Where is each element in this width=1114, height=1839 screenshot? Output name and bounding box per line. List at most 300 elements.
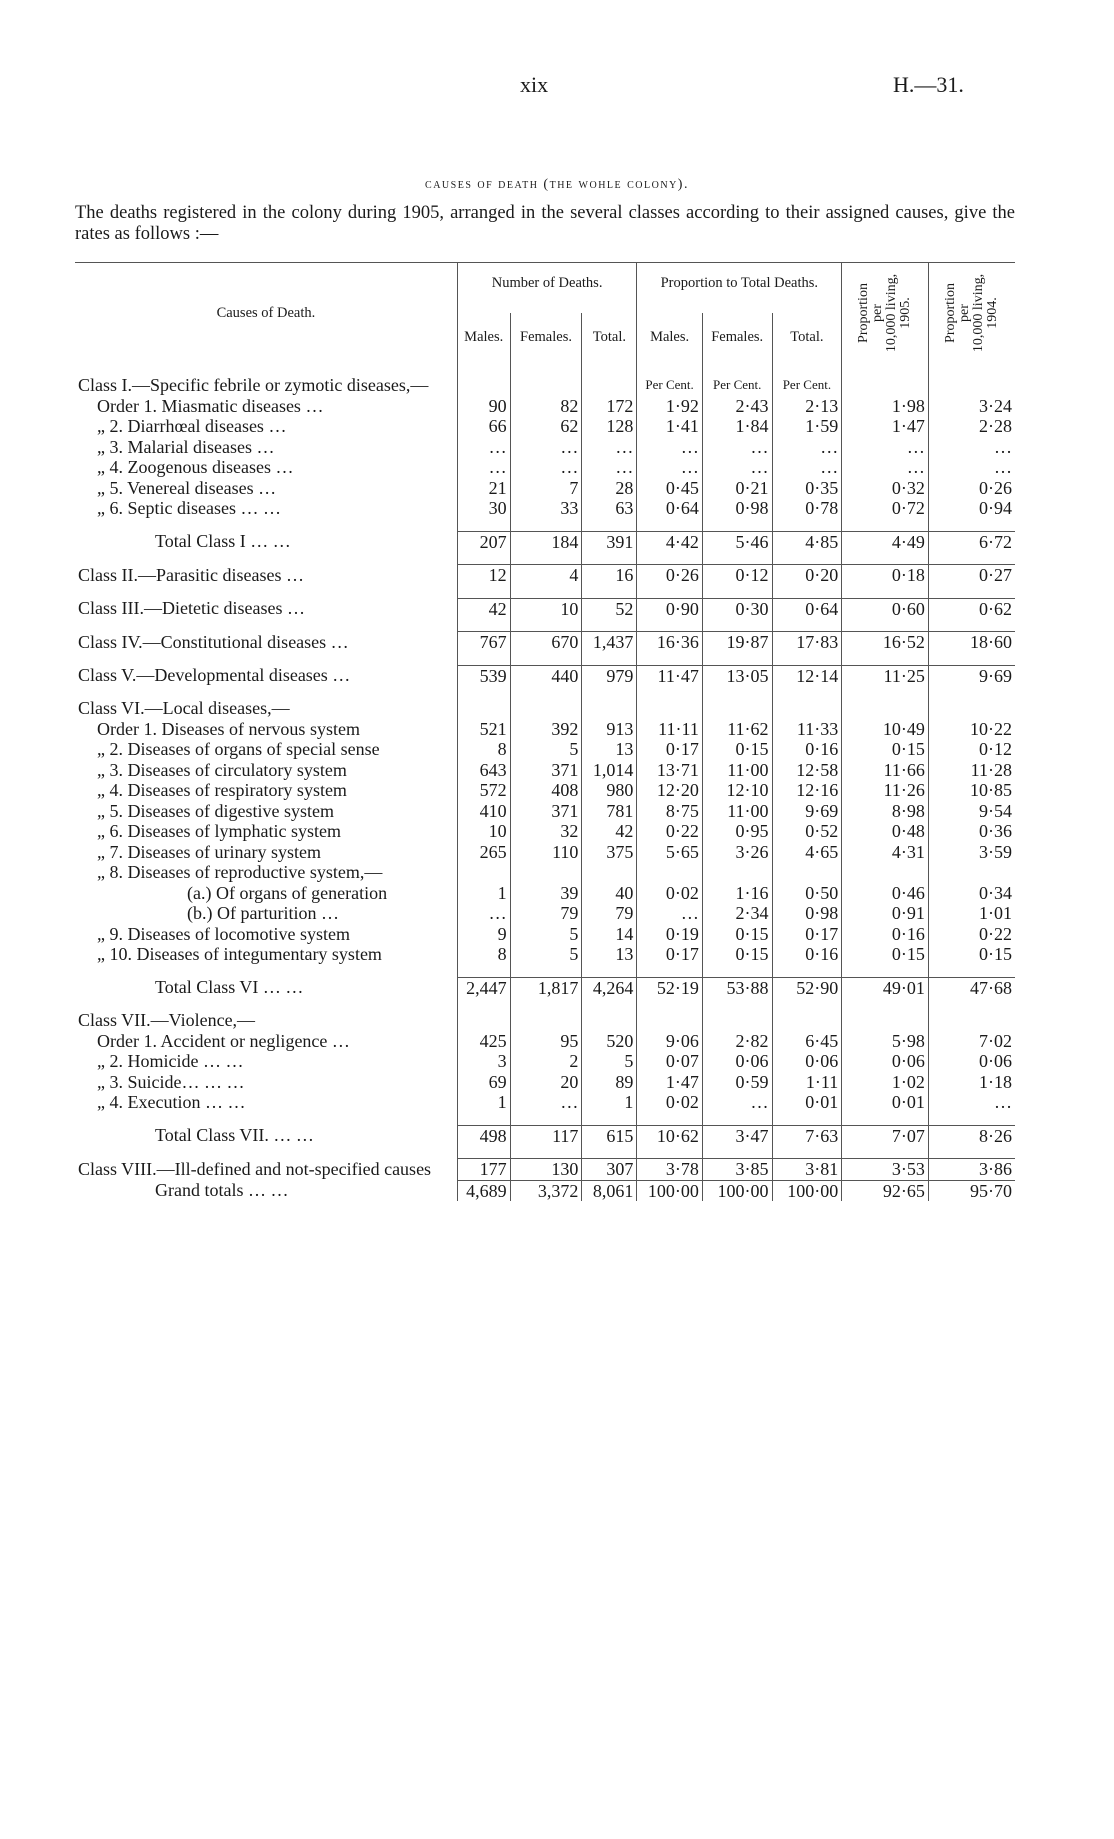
cell-prop-females: 1·16 <box>702 883 772 904</box>
row-spacer <box>75 552 1015 565</box>
cell-prop-total: 0·20 <box>772 565 842 586</box>
cell-males: 521 <box>457 719 510 740</box>
cell-prop-total <box>772 862 842 883</box>
cell-females: … <box>510 457 582 478</box>
cause-label: Total Class VI … … <box>75 977 457 998</box>
cell-prop-females <box>702 1010 772 1031</box>
cause-label: Class III.—Dietetic diseases … <box>75 598 457 619</box>
table-row <box>75 632 1015 653</box>
cell-prop-females: 0·06 <box>702 1051 772 1072</box>
header-number-of-deaths: Number of Deaths. <box>457 263 637 314</box>
cell-females: 62 <box>510 416 582 437</box>
cell-per-10000-1905 <box>842 375 929 396</box>
cell-total: 13 <box>582 739 637 760</box>
cell-total: 615 <box>582 1125 637 1146</box>
cell-prop-males: 16·36 <box>637 632 702 653</box>
cell-prop-total: 3·81 <box>772 1159 842 1181</box>
cell-males: 265 <box>457 842 510 863</box>
cell-prop-females: 11·00 <box>702 801 772 822</box>
cell-males: 12 <box>457 565 510 586</box>
cause-label: Class V.—Developmental diseases … <box>75 665 457 686</box>
row-spacer <box>75 1146 1015 1159</box>
header-females: Females. <box>510 313 582 363</box>
cause-label: Class IV.—Constitutional diseases … <box>75 632 457 653</box>
cell-prop-total <box>772 698 842 719</box>
cell-total: 913 <box>582 719 637 740</box>
cell-per-10000-1905: … <box>842 437 929 458</box>
cell-prop-females: 13·05 <box>702 665 772 686</box>
cell-prop-females: 0·59 <box>702 1072 772 1093</box>
cell-prop-total: 12·14 <box>772 665 842 686</box>
table-row <box>75 498 1015 519</box>
table-row <box>75 862 1015 883</box>
cell-males <box>457 862 510 883</box>
cell-total: 89 <box>582 1072 637 1093</box>
cell-per-10000-1904: 0·62 <box>928 598 1015 619</box>
cell-per-10000-1905: 1·47 <box>842 416 929 437</box>
table-row <box>75 801 1015 822</box>
cell-prop-males: 5·65 <box>637 842 702 863</box>
cell-females: … <box>510 437 582 458</box>
cell-prop-total: 52·90 <box>772 977 842 998</box>
cell-per-10000-1904: … <box>994 436 1012 457</box>
cell-prop-males: 52·19 <box>637 977 702 998</box>
table-row <box>75 457 1015 478</box>
cell-prop-total: 100·00 <box>772 1180 842 1201</box>
table-row <box>75 1092 1015 1113</box>
cell-females: 184 <box>510 531 582 552</box>
cell-prop-females: 0·12 <box>702 565 772 586</box>
table-body <box>75 363 1015 1201</box>
cell-prop-females <box>702 862 772 883</box>
cell-females <box>510 375 582 396</box>
cell-per-10000-1905: 3·53 <box>842 1159 929 1181</box>
cell-prop-females: … <box>702 457 772 478</box>
cell-females: 130 <box>510 1159 582 1181</box>
cause-label: (a.) Of organs of generation <box>75 883 457 904</box>
document-reference: H.—31. <box>893 72 964 97</box>
cell-prop-females <box>702 698 772 719</box>
table-row <box>75 760 1015 781</box>
cell-per-10000-1905: 92·65 <box>842 1180 929 1201</box>
cell-total: 79 <box>582 903 637 924</box>
cell-prop-total: 9·69 <box>772 801 842 822</box>
cell-prop-females: 0·95 <box>702 821 772 842</box>
cell-females: 33 <box>510 498 582 519</box>
cell-per-10000-1905: 0·15 <box>842 739 929 760</box>
table-row <box>75 531 1015 552</box>
cell-per-10000-1904: 1·01 <box>979 903 1012 923</box>
cell-prop-males: 1·47 <box>637 1072 702 1093</box>
cell-males: 425 <box>457 1031 510 1052</box>
table-row <box>75 1072 1015 1093</box>
table-row <box>75 821 1015 842</box>
cause-label: „ 4. Zoogenous diseases … <box>75 457 457 478</box>
cell-per-10000-1904: 0·36 <box>979 821 1012 841</box>
cell-per-10000-1905: 4·49 <box>842 531 929 552</box>
cell-prop-males: 0·07 <box>637 1051 702 1072</box>
cell-prop-males: 0·17 <box>637 944 702 965</box>
cell-females: 82 <box>510 396 582 417</box>
cell-females: 110 <box>510 842 582 863</box>
intro-paragraph: The deaths registered in the colony during 1905, arranged in the several classes according to their assigned causes, give the rates as follows :— <box>75 203 1015 244</box>
cell-females: 5 <box>510 944 582 965</box>
cell-total: 8,061 <box>582 1180 637 1201</box>
cell-per-10000-1904 <box>928 698 1015 719</box>
cell-total: 40 <box>582 883 637 904</box>
cell-prop-males: 0·64 <box>637 498 702 519</box>
cell-per-10000-1904 <box>928 1010 1015 1031</box>
cell-prop-males: 0·02 <box>637 883 702 904</box>
cell-males: 498 <box>457 1125 510 1146</box>
cell-total: 13 <box>582 944 637 965</box>
cell-males: 410 <box>457 801 510 822</box>
cell-per-10000-1904: … <box>994 457 1012 477</box>
cell-per-10000-1905: 4·31 <box>842 842 929 863</box>
cell-total: 1,437 <box>582 632 637 653</box>
cell-prop-total: 1·11 <box>772 1072 842 1093</box>
cell-per-10000-1904: … <box>994 1092 1012 1112</box>
cell-prop-females: 2·82 <box>702 1031 772 1052</box>
table-row <box>75 565 1015 586</box>
cell-females <box>510 1010 582 1031</box>
header-total: Total. <box>582 313 637 363</box>
cell-total: 42 <box>582 821 637 842</box>
cell-males: 767 <box>457 632 510 653</box>
row-spacer <box>75 363 1015 375</box>
cause-label: Class I.—Specific febrile or zymotic diseases,— <box>75 375 457 396</box>
cell-total: 980 <box>582 780 637 801</box>
cell-total: 128 <box>582 416 637 437</box>
cell-prop-total: 12·16 <box>772 780 842 801</box>
table-row <box>75 1031 1015 1052</box>
cell-prop-males: 11·47 <box>637 665 702 686</box>
cell-prop-total: 0·16 <box>772 739 842 760</box>
header-prop-females: Females. <box>702 313 772 363</box>
cell-per-10000-1904: 7·02 <box>979 1030 1012 1051</box>
cell-males <box>457 1010 510 1031</box>
cell-per-10000-1905: 8·98 <box>842 801 929 822</box>
header-causes: Causes of Death. <box>75 263 457 364</box>
cell-males: 9 <box>457 924 510 945</box>
cell-females: 39 <box>510 883 582 904</box>
cell-prop-total: 11·33 <box>772 719 842 740</box>
cell-prop-males: 0·26 <box>637 565 702 586</box>
cell-females: 79 <box>510 903 582 924</box>
cause-label: Class II.—Parasitic diseases … <box>75 565 457 586</box>
cause-label: „ 2. Diseases of organs of special sense <box>75 739 457 760</box>
cause-label: „ 2. Homicide … … <box>75 1051 457 1072</box>
cell-females: 371 <box>510 801 582 822</box>
table-row <box>75 1125 1015 1146</box>
cell-total: 63 <box>582 498 637 519</box>
cause-label: „ 2. Diarrhœal diseases … <box>75 416 457 437</box>
cell-prop-males: 1·41 <box>637 416 702 437</box>
cell-per-10000-1905: 0·06 <box>842 1051 929 1072</box>
cell-prop-females: 0·21 <box>702 478 772 499</box>
cell-total: 781 <box>582 801 637 822</box>
table-row <box>75 1051 1015 1072</box>
cause-label: „ 3. Malarial diseases … <box>75 437 457 458</box>
cell-per-10000-1904: 10·85 <box>970 780 1012 800</box>
cell-prop-females: 11·62 <box>702 719 772 740</box>
table-row <box>75 478 1015 499</box>
cell-females: 95 <box>510 1031 582 1052</box>
cell-prop-total: 0·06 <box>772 1051 842 1072</box>
cell-per-10000-1904 <box>928 862 1015 883</box>
row-spacer <box>75 519 1015 532</box>
table-row <box>75 944 1015 965</box>
cell-total: 1,014 <box>582 760 637 781</box>
cell-total: 391 <box>582 531 637 552</box>
cell-males: 1 <box>457 883 510 904</box>
cell-per-10000-1905: 0·15 <box>842 944 929 965</box>
row-spacer <box>75 686 1015 698</box>
table-row <box>75 780 1015 801</box>
cell-per-10000-1904: 3·24 <box>979 395 1012 416</box>
cause-label: Class VI.—Local diseases,— <box>75 698 457 719</box>
cell-males: 539 <box>457 665 510 686</box>
table-row <box>75 883 1015 904</box>
cell-females <box>510 698 582 719</box>
cell-prop-females: 3·47 <box>702 1125 772 1146</box>
cell-per-10000-1905: 0·91 <box>842 903 929 924</box>
cell-prop-total: 1·59 <box>772 416 842 437</box>
cell-per-10000-1904: 0·06 <box>979 1051 1012 1071</box>
cell-total: 14 <box>582 924 637 945</box>
cell-per-10000-1905: 0·32 <box>842 478 929 499</box>
cell-per-10000-1904: 0·27 <box>928 565 1015 586</box>
cause-label: „ 10. Diseases of integumentary system <box>75 944 457 965</box>
cell-per-10000-1904: 0·34 <box>979 882 1012 903</box>
cell-per-10000-1905: 49·01 <box>842 977 929 998</box>
cause-label: „ 4. Execution … … <box>75 1092 457 1113</box>
cell-males: … <box>457 437 510 458</box>
table-row <box>75 1180 1015 1201</box>
cause-label: „ 5. Venereal diseases … <box>75 478 457 499</box>
cell-per-10000-1904: 9·54 <box>979 800 1012 821</box>
cell-per-10000-1905: 0·01 <box>842 1092 929 1113</box>
cause-label: „ 6. Diseases of lymphatic system <box>75 821 457 842</box>
cell-males: 90 <box>457 396 510 417</box>
cell-prop-males: 100·00 <box>637 1180 702 1201</box>
cell-females: 371 <box>510 760 582 781</box>
cell-per-10000-1905: 11·26 <box>842 780 929 801</box>
row-spacer <box>75 998 1015 1010</box>
cell-per-10000-1905: 0·60 <box>842 598 929 619</box>
cell-prop-females: 2·34 <box>702 903 772 924</box>
cause-label: „ 5. Diseases of digestive system <box>75 801 457 822</box>
cell-prop-males: 0·45 <box>637 478 702 499</box>
cell-females: 32 <box>510 821 582 842</box>
cell-males: … <box>457 457 510 478</box>
cell-prop-total: 0·64 <box>772 598 842 619</box>
cause-label: „ 3. Suicide… … … <box>75 1072 457 1093</box>
cell-total: 5 <box>582 1051 637 1072</box>
cell-males: … <box>457 903 510 924</box>
row-spacer <box>75 653 1015 666</box>
cell-prop-total: 0·50 <box>772 883 842 904</box>
cell-prop-total: 0·17 <box>772 924 842 945</box>
table-row <box>75 416 1015 437</box>
cell-females: 4 <box>510 565 582 586</box>
cause-label: Total Class I … … <box>75 531 457 552</box>
cell-prop-females: 0·98 <box>702 498 772 519</box>
cell-per-10000-1904: 3·59 <box>979 841 1012 862</box>
cell-prop-males: 4·42 <box>637 531 702 552</box>
cell-per-10000-1904: 9·69 <box>928 665 1015 686</box>
cell-total: 16 <box>582 565 637 586</box>
cell-males: 2,447 <box>457 977 510 998</box>
cell-males: 3 <box>457 1051 510 1072</box>
cell-males: 42 <box>457 598 510 619</box>
cell-prop-females: 5·46 <box>702 531 772 552</box>
cell-prop-males: Per Cent. <box>637 375 702 396</box>
causes-of-death-table <box>75 262 1015 1201</box>
cause-label: Total Class VII. … … <box>75 1125 457 1146</box>
cause-label: „ 4. Diseases of respiratory system <box>75 780 457 801</box>
cell-prop-total: … <box>772 437 842 458</box>
cell-total: 1 <box>582 1092 637 1113</box>
cell-males: 4,689 <box>457 1180 510 1201</box>
cell-per-10000-1904: 0·22 <box>979 923 1012 944</box>
cell-prop-females: 0·15 <box>702 944 772 965</box>
table-row <box>75 437 1015 458</box>
cell-per-10000-1904: 18·60 <box>928 632 1015 653</box>
table-row <box>75 1010 1015 1031</box>
cell-total: 307 <box>582 1159 637 1181</box>
table-row <box>75 924 1015 945</box>
cell-prop-females: … <box>702 1092 772 1113</box>
cell-prop-total: 0·52 <box>772 821 842 842</box>
cell-per-10000-1905: 16·52 <box>842 632 929 653</box>
cell-prop-males <box>637 698 702 719</box>
cell-prop-females: 1·84 <box>702 416 772 437</box>
cause-label: Order 1. Miasmatic diseases … <box>75 396 457 417</box>
cell-total <box>582 698 637 719</box>
table-row <box>75 842 1015 863</box>
header-prop-total: Total. <box>772 313 842 363</box>
cell-per-10000-1904: 10·22 <box>970 718 1012 739</box>
section-title: causes of death (the wohle colony). <box>425 177 689 192</box>
cell-per-10000-1905: 0·48 <box>842 821 929 842</box>
cell-prop-total: 12·58 <box>772 760 842 781</box>
cell-prop-total <box>772 1010 842 1031</box>
cell-prop-females: … <box>702 437 772 458</box>
cell-per-10000-1904: 2·28 <box>979 416 1012 436</box>
cell-prop-males: 0·17 <box>637 739 702 760</box>
cell-males: 30 <box>457 498 510 519</box>
cell-per-10000-1904: 0·15 <box>979 944 1012 964</box>
cell-per-10000-1905: 0·46 <box>842 883 929 904</box>
cell-per-10000-1904: 47·68 <box>928 977 1015 998</box>
table-row <box>75 375 1015 396</box>
cause-label: „ 7. Diseases of urinary system <box>75 842 457 863</box>
cell-prop-males: 12·20 <box>637 780 702 801</box>
cell-prop-males: … <box>637 437 702 458</box>
header-prop-males: Males. <box>637 313 702 363</box>
row-spacer <box>75 965 1015 978</box>
cause-label: Order 1. Diseases of nervous system <box>75 719 457 740</box>
cell-prop-males: 1·92 <box>637 396 702 417</box>
cell-per-10000-1905: 1·02 <box>842 1072 929 1093</box>
cause-label: (b.) Of parturition … <box>75 903 457 924</box>
cell-total <box>582 375 637 396</box>
cell-males: 66 <box>457 416 510 437</box>
cell-males: 177 <box>457 1159 510 1181</box>
cell-total <box>582 1010 637 1031</box>
cell-prop-total: 0·35 <box>772 478 842 499</box>
cell-prop-females: 3·85 <box>702 1159 772 1181</box>
cell-prop-females: 0·15 <box>702 739 772 760</box>
cell-prop-total: Per Cent. <box>772 375 842 396</box>
cause-label: Class VIII.—Ill-defined and not-specified causes <box>75 1159 457 1181</box>
cell-total: 979 <box>582 665 637 686</box>
cell-males <box>457 375 510 396</box>
cell-per-10000-1904: 11·28 <box>970 759 1012 780</box>
cell-prop-total: … <box>772 457 842 478</box>
cell-males: 643 <box>457 760 510 781</box>
table-row <box>75 665 1015 686</box>
cell-per-10000-1905: … <box>842 457 929 478</box>
cause-label: Order 1. Accident or negligence … <box>75 1031 457 1052</box>
cell-males: 10 <box>457 821 510 842</box>
cell-per-10000-1904: 95·70 <box>928 1180 1015 1201</box>
cell-prop-males: 0·19 <box>637 924 702 945</box>
cell-prop-males: 0·90 <box>637 598 702 619</box>
cell-prop-males <box>637 1010 702 1031</box>
row-spacer <box>75 586 1015 599</box>
cell-females: 1,817 <box>510 977 582 998</box>
cell-per-10000-1904: 8·26 <box>928 1125 1015 1146</box>
cell-per-10000-1905: 11·66 <box>842 760 929 781</box>
cause-label: „ 9. Diseases of locomotive system <box>75 924 457 945</box>
cell-prop-males: … <box>637 457 702 478</box>
cell-males: 8 <box>457 739 510 760</box>
cell-prop-males: 3·78 <box>637 1159 702 1181</box>
cell-total: 52 <box>582 598 637 619</box>
cause-label: „ 3. Diseases of circulatory system <box>75 760 457 781</box>
cell-prop-total: 0·01 <box>772 1092 842 1113</box>
table-row <box>75 598 1015 619</box>
cell-males: 8 <box>457 944 510 965</box>
cell-males: 207 <box>457 531 510 552</box>
cell-per-10000-1905: 0·16 <box>842 924 929 945</box>
cell-males: 572 <box>457 780 510 801</box>
cell-per-10000-1904 <box>928 375 1015 396</box>
cell-prop-total: 0·78 <box>772 498 842 519</box>
cell-females: 20 <box>510 1072 582 1093</box>
cell-prop-females: 11·00 <box>702 760 772 781</box>
cell-females: 5 <box>510 739 582 760</box>
cell-prop-total: 17·83 <box>772 632 842 653</box>
cell-per-10000-1905 <box>842 1010 929 1031</box>
cell-prop-females: 2·43 <box>702 396 772 417</box>
header-males: Males. <box>457 313 510 363</box>
cell-prop-total: 4·85 <box>772 531 842 552</box>
row-spacer <box>75 619 1015 632</box>
cell-females: 2 <box>510 1051 582 1072</box>
cell-total <box>582 862 637 883</box>
cell-per-10000-1905 <box>842 862 929 883</box>
table-row <box>75 903 1015 924</box>
cell-prop-total: 6·45 <box>772 1031 842 1052</box>
cell-per-10000-1905: 0·18 <box>842 565 929 586</box>
cell-prop-total: 0·16 <box>772 944 842 965</box>
page-number: xix <box>520 72 549 97</box>
cell-per-10000-1904: 1·18 <box>979 1071 1012 1092</box>
cell-prop-total: 4·65 <box>772 842 842 863</box>
